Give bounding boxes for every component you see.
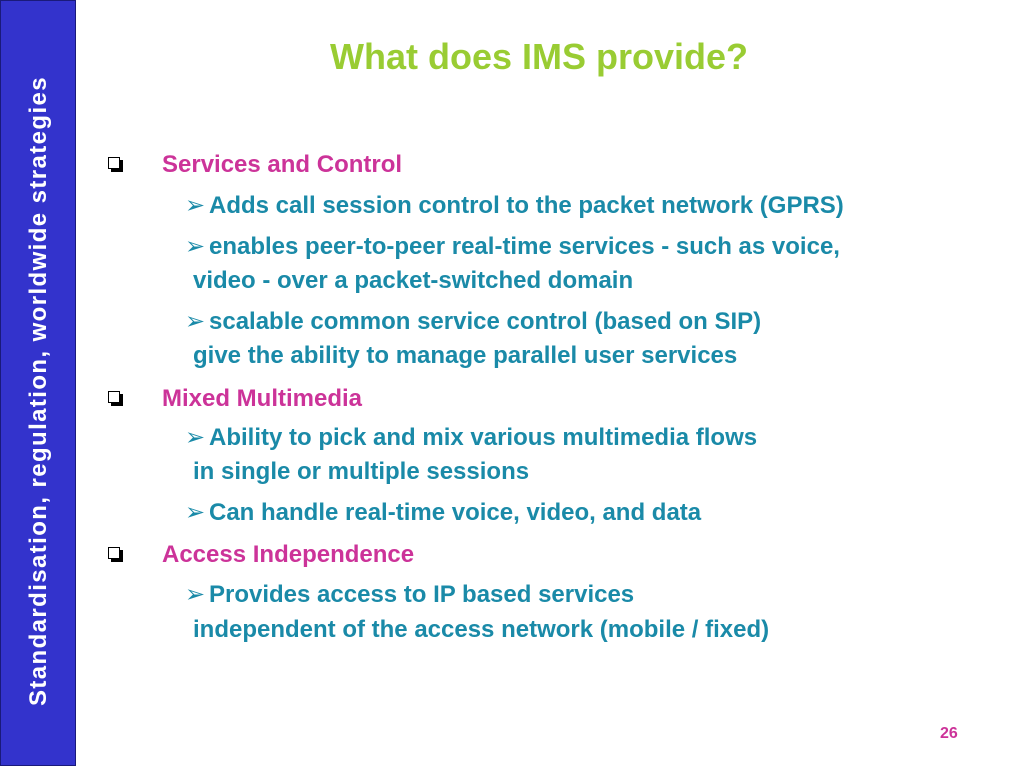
section-heading: Services and Control <box>162 151 403 178</box>
section-heading: Mixed Multimedia <box>162 385 363 412</box>
item-text: scalable common service control (based on SIP) <box>209 308 762 335</box>
list-item <box>185 189 844 223</box>
item-continuation: in single or multiple sessions <box>193 458 530 485</box>
list-item <box>185 421 757 455</box>
sidebar <box>0 0 76 766</box>
list-item <box>185 578 634 612</box>
page-number: 26 <box>940 725 958 742</box>
arrow-bullet-icon: ➢ <box>185 308 206 335</box>
list-item <box>185 230 840 264</box>
arrow-bullet-icon: ➢ <box>185 233 206 260</box>
item-continuation: independent of the access network (mobile / fixed) <box>193 616 770 643</box>
item-continuation: video - over a packet-switched domain <box>193 267 634 294</box>
arrow-bullet-icon: ➢ <box>185 424 206 451</box>
arrow-bullet-icon: ➢ <box>185 499 206 526</box>
item-text: Adds call session control to the packet network (GPRS) <box>209 192 844 219</box>
list-item <box>185 496 701 530</box>
list-item <box>185 305 761 339</box>
arrow-bullet-icon: ➢ <box>185 192 206 219</box>
item-text: enables peer-to-peer real-time services - such as voice, <box>209 233 840 260</box>
arrow-bullet-icon: ➢ <box>185 581 206 608</box>
item-text: Can handle real-time voice, video, and data <box>209 499 702 526</box>
item-text: Ability to pick and mix various multimedia flows <box>209 424 758 451</box>
item-text: Provides access to IP based services <box>209 581 635 608</box>
sidebar-title: Standardisation, regulation, worldwide strategies <box>25 75 52 707</box>
checkbox-bullet-icon <box>106 154 126 174</box>
checkbox-bullet-icon <box>106 544 126 564</box>
checkbox-bullet-icon <box>106 388 126 408</box>
section-heading: Access Independence <box>162 541 415 568</box>
slide-title: What does IMS provide? <box>330 36 749 77</box>
item-continuation: give the ability to manage parallel user services <box>193 342 738 369</box>
